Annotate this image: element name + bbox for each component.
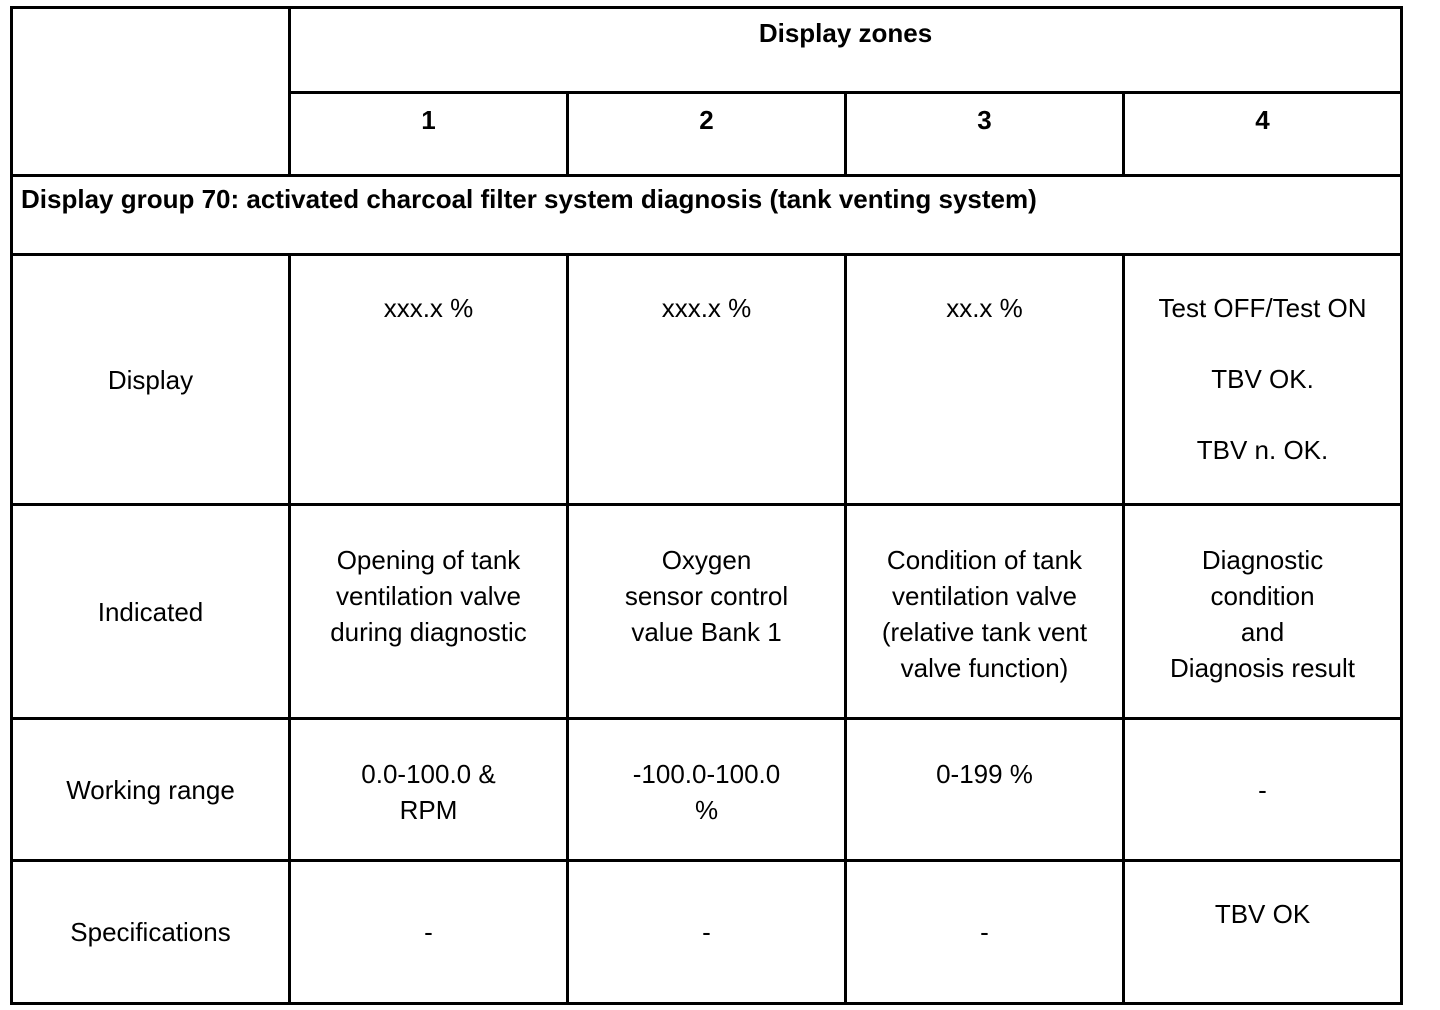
working-range-zone-1 (290, 719, 568, 861)
indicated-zone-2-line: sensor control (624, 581, 789, 611)
header-row (12, 8, 1402, 93)
working-range-zone-4: - (1124, 719, 1402, 861)
group-row (12, 176, 1402, 255)
display-zone-1: xxx.x % (290, 255, 568, 505)
indicated-zone-4 (1124, 505, 1402, 719)
display-group-title: Display group 70: activated charcoal filter system diagnosis (tank venting system) (12, 176, 1402, 255)
working-range-zone-2-line: % (694, 795, 719, 825)
working-range-zone-2-line: -100.0-100.0 (632, 759, 781, 789)
working-range-row (12, 719, 1402, 861)
indicated-zone-4-line: Diagnostic (1201, 545, 1324, 575)
indicated-zone-2-line: Oxygen (661, 545, 752, 575)
display-zone-4-line: TBV n. OK. (1196, 435, 1329, 465)
specifications-zone-3: - (846, 861, 1124, 1004)
indicated-zone-1-line: during diagnostic (330, 617, 527, 647)
indicated-zone-3-line: valve function) (900, 653, 1069, 683)
indicated-row-label: Indicated (12, 505, 290, 719)
indicated-zone-3-line: (relative tank vent (881, 617, 1088, 647)
specifications-row-label: Specifications (12, 861, 290, 1004)
specifications-zone-2: - (568, 861, 846, 1004)
indicated-zone-3-line: ventilation valve (892, 581, 1077, 611)
specifications-zone-1: - (290, 861, 568, 1004)
working-range-zone-1-line: 0.0-100.0 & (361, 759, 496, 789)
working-range-zone-2 (568, 719, 846, 861)
display-group-table (10, 6, 1403, 1005)
display-zone-3: xx.x % (846, 255, 1124, 505)
display-zone-4-line: Test OFF/Test ON (1158, 293, 1367, 323)
display-zone-4 (1124, 255, 1402, 505)
indicated-zone-3 (846, 505, 1124, 719)
display-row (12, 255, 1402, 505)
indicated-zone-4-line: and (1240, 617, 1285, 647)
corner-cell (12, 8, 290, 176)
indicated-zone-2 (568, 505, 846, 719)
indicated-zone-2-line: value Bank 1 (631, 617, 782, 647)
indicated-zone-4-line: condition (1210, 581, 1315, 611)
display-zone-2: xxx.x % (568, 255, 846, 505)
zone-header-3: 3 (846, 93, 1124, 176)
display-zones-title: Display zones (290, 8, 1402, 93)
indicated-zone-1-line: ventilation valve (336, 581, 521, 611)
indicated-zone-3-line: Condition of tank (886, 545, 1083, 575)
working-range-zone-1-line: RPM (399, 795, 458, 825)
specifications-zone-4: TBV OK (1124, 861, 1402, 1004)
indicated-zone-4-line: Diagnosis result (1170, 653, 1355, 683)
indicated-row (12, 505, 1402, 719)
display-zone-4-line: TBV OK. (1211, 364, 1314, 394)
working-range-zone-3: 0-199 % (846, 719, 1124, 861)
indicated-zone-1-line: Opening of tank (336, 545, 521, 575)
zone-header-1: 1 (290, 93, 568, 176)
zone-header-2: 2 (568, 93, 846, 176)
indicated-zone-1 (290, 505, 568, 719)
display-row-label: Display (12, 255, 290, 505)
specifications-row (12, 861, 1402, 1004)
working-range-row-label: Working range (12, 719, 290, 861)
zone-header-4: 4 (1124, 93, 1402, 176)
